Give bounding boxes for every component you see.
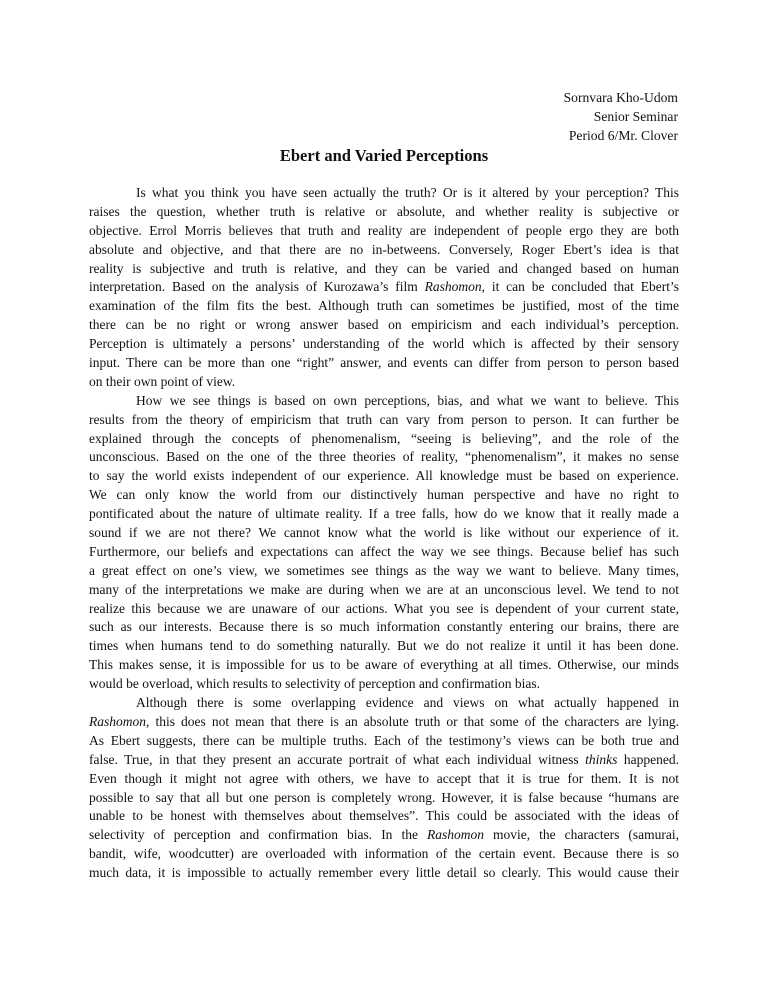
text-line <box>89 411 679 430</box>
text-segment: explained through the concepts of phenomenalism, “seeing is believing”, and the role of the <box>89 430 679 446</box>
text-line <box>89 618 679 637</box>
class-period: Period 6/Mr. Clover <box>568 127 678 143</box>
text-segment: results from the theory of empiricism that truth can vary from person to person. It can further be <box>89 411 679 427</box>
text-line <box>89 751 679 770</box>
text-segment: there can be no right or wrong answer based on empiricism and each individual’s perception. <box>89 317 679 333</box>
text-segment: sound if we are not there? We cannot know what the world is like without our experience of it. <box>89 525 679 541</box>
text-segment: much data, it is impossible to actually remember every little detail so clearly. This would cause their <box>89 865 679 881</box>
text-line <box>89 335 679 354</box>
author-header <box>564 89 678 146</box>
text-segment: Perception is ultimately a persons’ understanding of the world which is affected by their sensory <box>89 336 679 352</box>
text-segment: Is what you think you have seen actually the truth? Or is it altered by your perception? This <box>136 185 679 200</box>
text-line <box>89 637 679 656</box>
text-line <box>89 807 679 826</box>
italic-film-title: Rashomon <box>424 279 482 295</box>
essay-title: Ebert and Varied Perceptions <box>279 146 489 165</box>
text-line <box>89 184 679 203</box>
text-segment: Furthermore, our beliefs and expectations can affect the way we see things. Because belief has such <box>89 543 679 559</box>
text-line <box>89 297 679 316</box>
text-segment: many of the interpretations we make are during when we are at an unconscious level. We tend to not <box>89 581 679 597</box>
text-line <box>89 467 679 486</box>
text-segment: This makes sense, it is impossible for us to be aware of everything at all times. Otherwise, our minds <box>89 657 679 673</box>
text-segment: possible to say that all but one person is completely wrong. However, it is false because “humans are <box>89 789 679 805</box>
text-line <box>89 354 679 373</box>
text-segment: to say the world exists independent of our experience. All knowledge must be based on experience. <box>89 468 679 484</box>
text-line <box>89 486 679 505</box>
text-segment: such as our interests. Because there is so much information constantly entering our brains, there are <box>89 619 679 635</box>
text-segment: happened. <box>617 751 679 767</box>
text-segment: , it can be concluded that Ebert’s <box>481 279 680 295</box>
text-line <box>89 826 679 845</box>
text-segment: movie, the characters (samurai, <box>483 827 680 843</box>
text-segment: times when humans tend to do something naturally. But we do not realize it until it has been done. <box>89 638 679 654</box>
text-segment: on their own point of view. <box>89 373 236 389</box>
text-segment: Although there is some overlapping evidence and views on what actually happened in <box>136 695 679 711</box>
text-line <box>89 732 679 751</box>
text-segment: unconscious. Based on the one of the three theories of reality, “phenomenalism”, it makes no sense <box>89 449 679 465</box>
text-segment: bandit, wife, woodcutter) are overloaded with information of the certain event. Because there is so <box>89 846 679 862</box>
text-segment: false. True, in that they present an accurate portrait of what each individual witness <box>89 751 586 767</box>
text-segment: input. There can be more than one “right” answer, and events can differ from person to person based <box>89 355 679 371</box>
text-line <box>89 600 679 619</box>
text-line <box>89 316 679 335</box>
text-line <box>89 278 679 297</box>
author-name: Sornvara Kho-Udom <box>563 90 678 105</box>
text-line <box>89 373 679 392</box>
essay-body <box>89 184 679 883</box>
text-line <box>89 694 679 713</box>
text-line <box>89 430 679 449</box>
text-segment: reality is subjective and truth is relative, and they can be varied and changed based on human <box>89 260 679 276</box>
text-line <box>89 392 679 411</box>
italic-film-title: Rashomon <box>89 713 146 729</box>
text-segment: raises the question, whether truth is relative or absolute, and whether reality is subjective or <box>89 203 679 219</box>
text-line <box>89 656 679 675</box>
text-segment: pontificated about the nature of ultimate reality. If a tree falls, how do we know that it really made a <box>89 506 679 522</box>
italic-film-title: thinks <box>585 751 618 767</box>
text-line <box>89 448 679 467</box>
text-segment: absolute and objective, and that there are no in-betweens. Conversely, Roger Ebert’s idea is that <box>89 241 679 257</box>
text-line <box>89 581 679 600</box>
text-line <box>89 505 679 524</box>
text-segment: unable to be honest with themselves about themselves”. This could be associated with the ideas of <box>89 808 679 824</box>
text-line <box>89 770 679 789</box>
text-segment: As Ebert suggests, there can be multiple truths. Each of the testimony’s views can be both true and <box>89 732 679 748</box>
text-segment: would be overload, which results to selectivity of perception and confirmation bias. <box>89 676 541 692</box>
text-line <box>89 543 679 562</box>
italic-film-title: Rashomon <box>426 827 484 843</box>
text-segment: examination of the film fits the best. Although truth can sometimes be justified, most of the time <box>89 298 679 314</box>
text-line <box>89 524 679 543</box>
text-line <box>89 203 679 222</box>
text-segment: Even though it might not agree with others, we have to accept that it is true for them. It is not <box>89 770 679 786</box>
text-line <box>89 864 679 883</box>
text-segment: , this does not mean that there is an absolute truth or that some of the characters are lying. <box>146 713 679 729</box>
text-segment: realize this because we are unaware of our actions. What you see is dependent of your current state, <box>89 600 679 616</box>
text-segment: a great effect on one’s view, we sometimes see things as the way we want to believe. Many times, <box>89 562 679 578</box>
text-line <box>89 789 679 808</box>
text-segment: How we see things is based on own perceptions, bias, and what we want to believe. This <box>136 392 679 408</box>
text-segment: We can only know the world from our distinctively human perspective and have no right to <box>89 487 679 503</box>
text-line <box>89 260 679 279</box>
text-line <box>89 222 679 241</box>
text-segment: interpretation. Based on the analysis of Kurozawa’s film <box>89 279 425 295</box>
text-line <box>89 562 679 581</box>
text-segment: objective. Errol Morris believes that truth and reality are independent of people ergo they are both <box>89 222 679 238</box>
text-line <box>89 675 679 694</box>
text-segment: selectivity of perception and confirmation bias. In the <box>89 827 427 843</box>
text-line <box>89 713 679 732</box>
text-line <box>89 845 679 864</box>
course-name: Senior Seminar <box>593 108 678 124</box>
text-line <box>89 241 679 260</box>
